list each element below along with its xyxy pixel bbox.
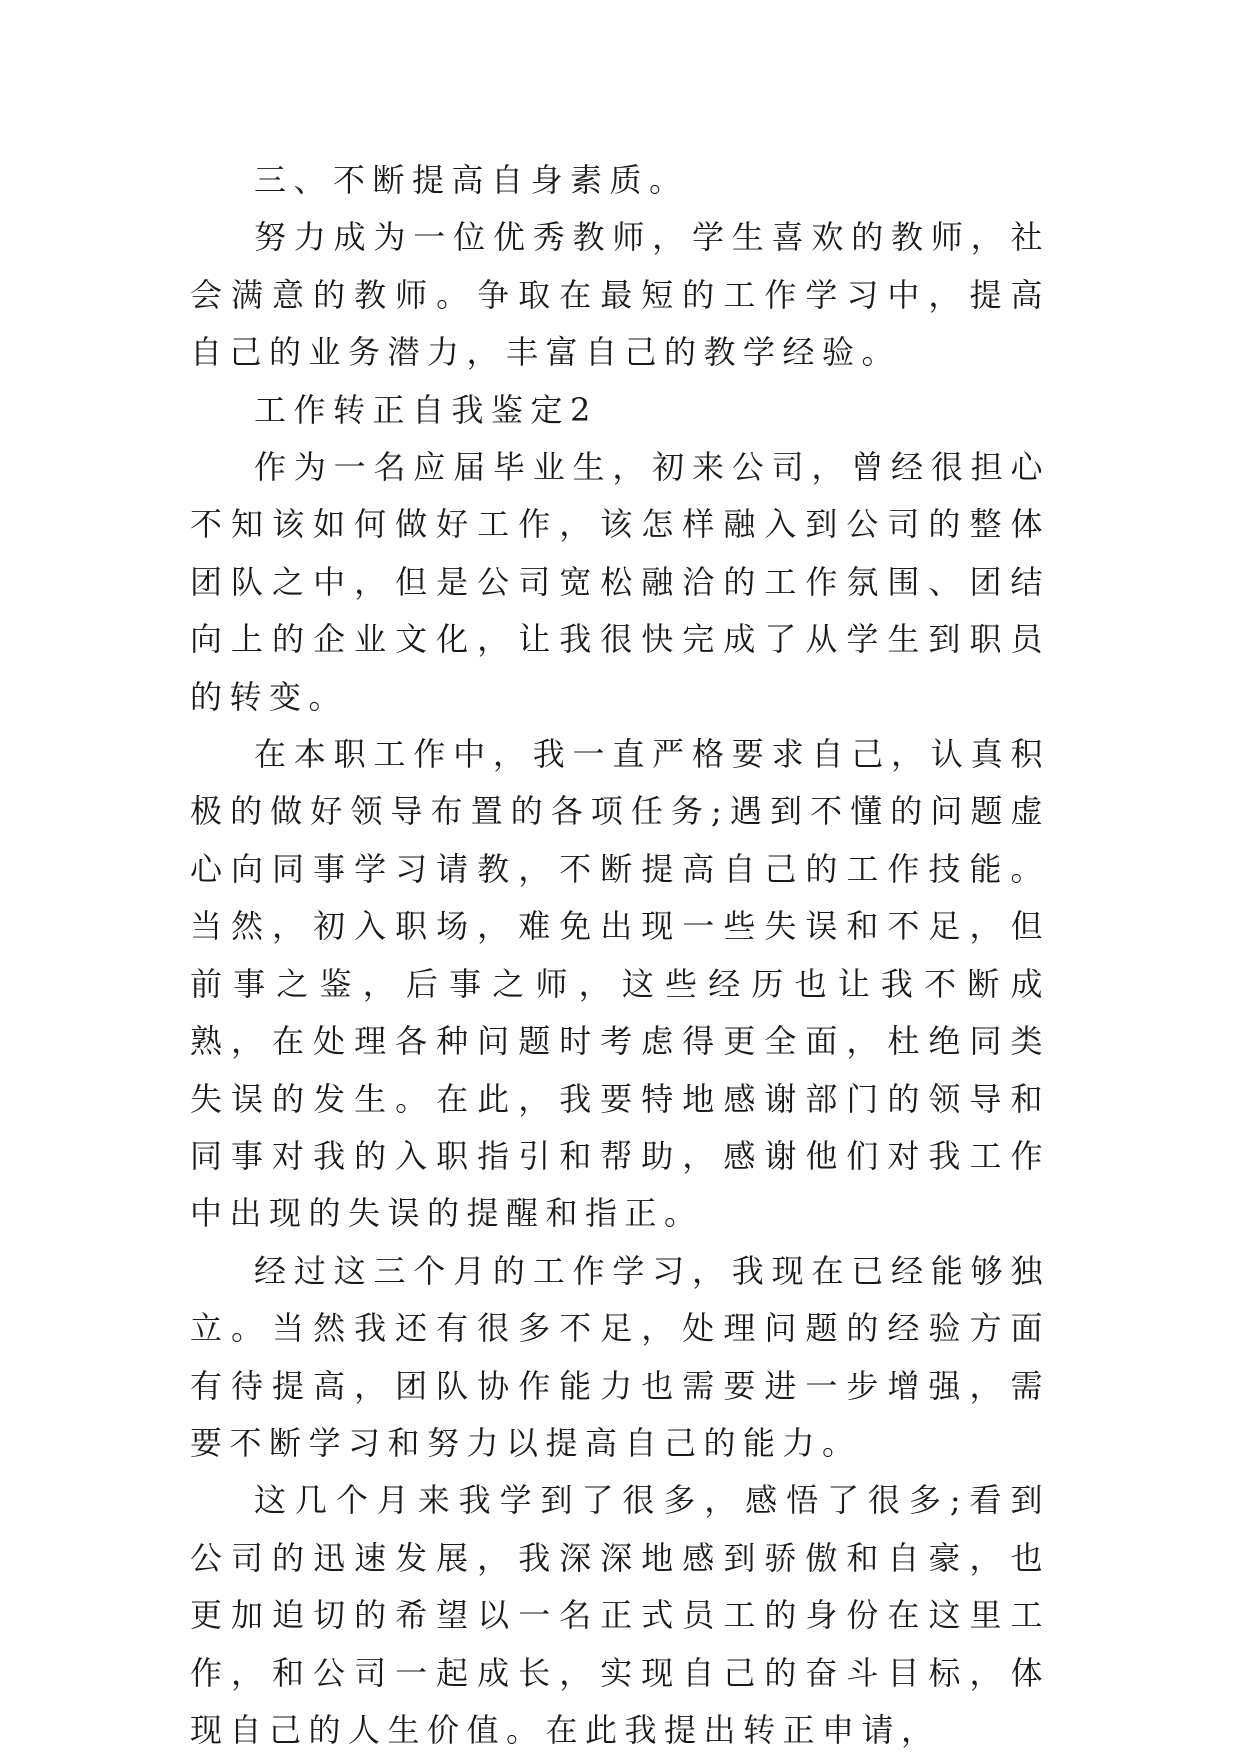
paragraph-progress: 经过这三个月的工作学习，我现在已经能够独立。当然我还有很多不足，处理问题的经验方面有待提高，团队协作能力也需要进一步增强，需要不断学习和努力以提高自己的能力。 xyxy=(190,1251,1050,1462)
paragraph-intro: 作为一名应届毕业生，初来公司，曾经很担心不知该如何做好工作，该怎样融入到公司的整体团队之中，但是公司宽松融洽的工作氛围、团结向上的企业文化，让我很快完成了从学生到职员的转变。 xyxy=(190,448,1050,716)
paragraph-closing: 这几个月来我学到了很多，感悟了很多;看到公司的迅速发展，我深深地感到骄傲和自豪，也更加迫切的希望以一名正式员工的身份在这里工作，和公司一起成长，实现自己的奋斗目标，体现自己的人生价值。在此我提出转正申请， xyxy=(190,1481,1050,1749)
paragraph-goal: 努力成为一位优秀教师，学生喜欢的教师，社会满意的教师。争取在最短的工作学习中，提高自己的业务潜力，丰富自己的教学经验。 xyxy=(190,218,1050,372)
document-page xyxy=(190,152,1050,1759)
paragraph-work: 在本职工作中，我一直严格要求自己，认真积极的做好领导布置的各项任务;遇到不懂的问题虚心向同事学习请教，不断提高自己的工作技能。当然，初入职场，难免出现一些失误和不足，但前事之鉴，后事之师，这些经历也让我不断成熟，在处理各种问题时考虑得更全面，杜绝同类失误的发生。在此，我要特地感谢部门的领导和同事对我的入职指引和帮助，感谢他们对我工作中出现的失误的提醒和指正。 xyxy=(190,735,1050,1233)
document-title: 工作转正自我鉴定2 xyxy=(254,390,598,429)
section-heading: 三、不断提高自身素质。 xyxy=(254,161,689,199)
